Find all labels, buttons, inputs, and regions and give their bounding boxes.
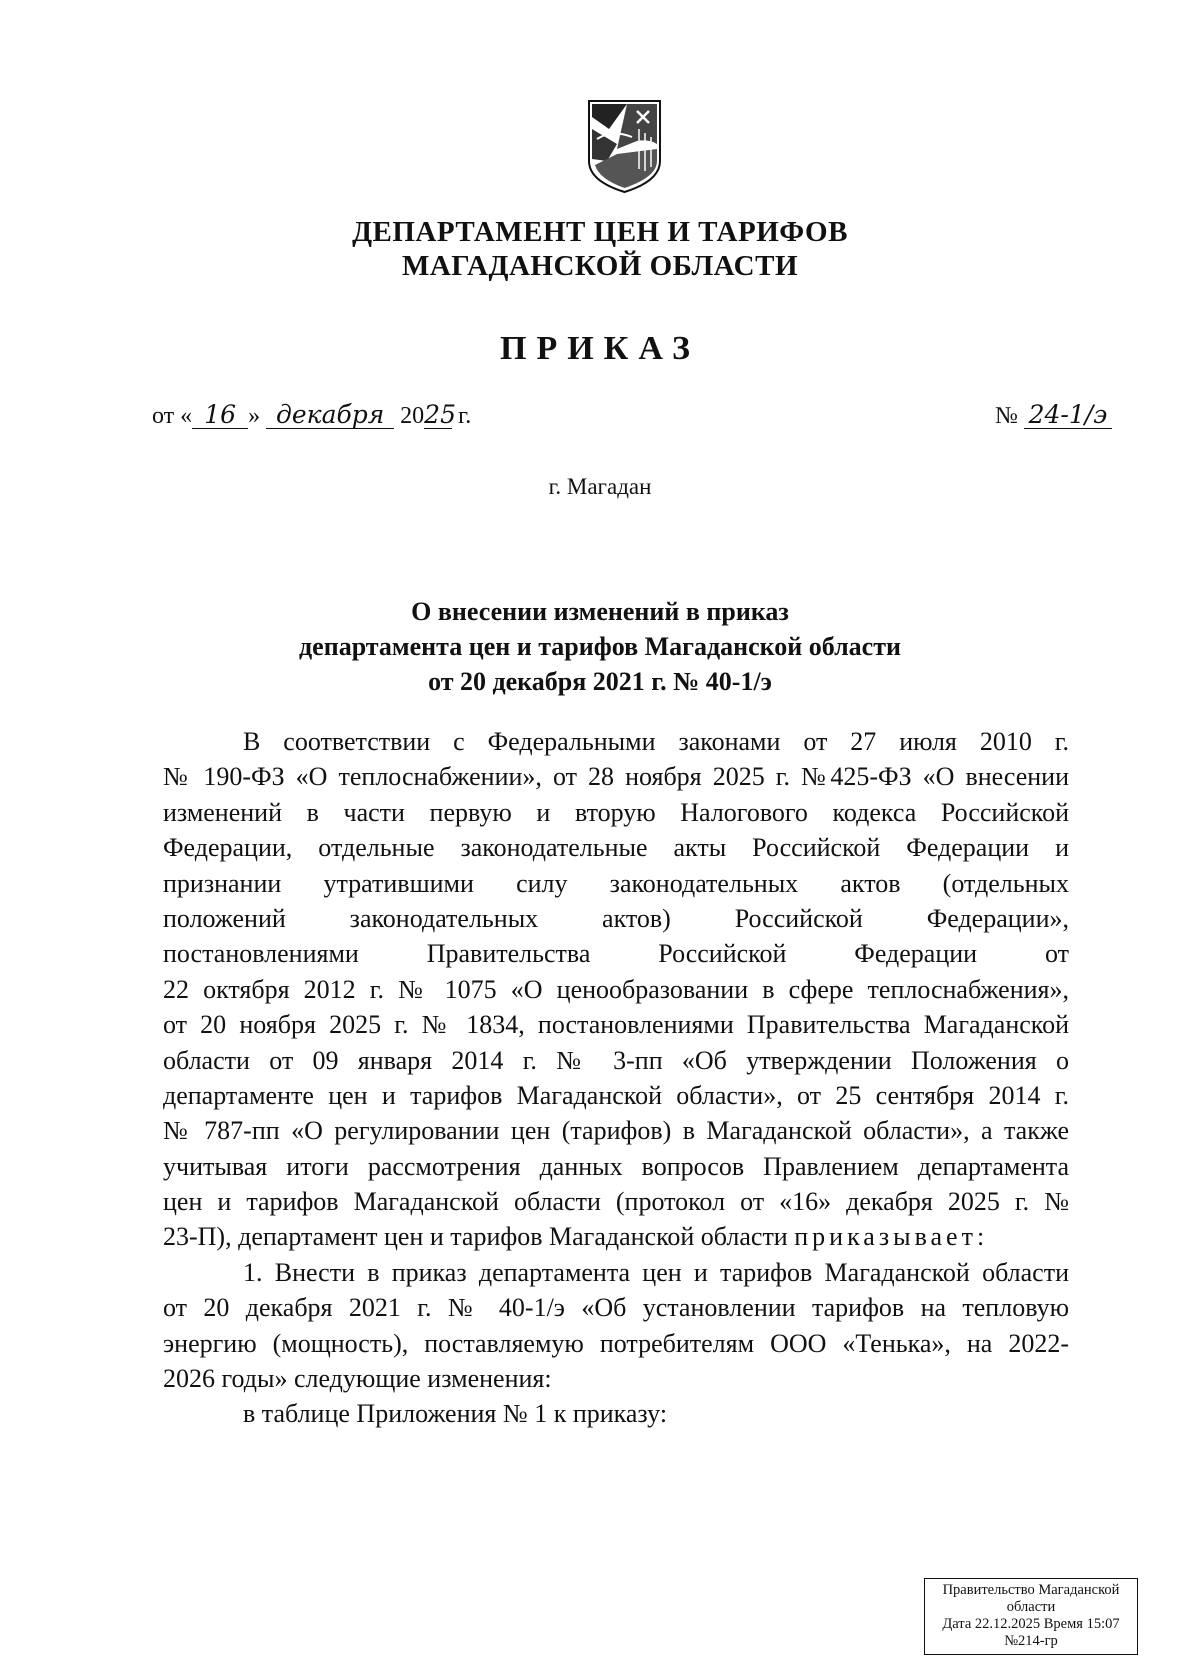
number-prefix: № [995,403,1018,429]
order-number-handwritten: 24-1/э [1024,402,1112,429]
document-title: ПРИКАЗ [500,330,700,367]
body-line: признании утратившими силу законодательных актов (отдельных [163,868,1069,898]
registration-stamp [924,1578,1138,1655]
stamp-line: №214-гр [1004,1633,1058,1649]
body-line: энергию (мощность), поставляемую потребителям ООО «Тенька», на 2022- [163,1328,1069,1358]
subject-line3: от 20 декабря 2021 г. № 40-1/э [428,667,772,696]
date-month-handwritten: декабря [266,402,394,429]
date-suffix: г. [458,403,472,429]
body-line: в таблице Приложения № 1 к приказу: [243,1399,668,1429]
body-line: 22 октября 2012 г. № 1075 «О ценообразовании в сфере теплоснабжения», [163,974,1069,1004]
stamp-line: Дата 22.12.2025 Время 15:07 [942,1616,1120,1632]
body-line: от 20 ноября 2025 г. № 1834, постановлениями Правительства Магаданской [163,1010,1069,1040]
stamp-line: Правительство Магаданской [942,1582,1120,1598]
date-day-handwritten: 16 [192,402,248,429]
body-line: области от 09 января 2014 г. № 3-пп «Об утверждении Положения о [163,1045,1069,1075]
coat-of-arms-emblem [587,99,662,194]
body-line: положений законодательных актов) Российской Федерации», [163,903,1069,933]
body-line: В соответствии с Федеральными законами от 27 июля 2010 г. [243,727,1069,756]
body-line: изменений в части первую и вторую Налогового кодекса Российской [163,797,1069,827]
date-mid: » [248,403,261,429]
order-number [995,402,1112,430]
order-date [152,402,471,430]
body-line: от 20 декабря 2021 г. № 40-1/э «Об установлении тарифов на тепловую [163,1293,1069,1323]
date-year-prefix: 20 [400,403,425,429]
body-line: 2026 годы» следующие изменения: [163,1364,552,1394]
body-line: 23-П), департамент цен и тарифов Магаданской области [163,1222,788,1252]
body-paragraph-1 [163,724,1069,1432]
city: г. Магадан [548,474,652,499]
body-line: департаменте цен и тарифов Магаданской области», от 25 сентября 2014 г. [163,1080,1069,1110]
order-action-word: приказывает: [794,1222,989,1252]
organization-name-line2: МАГАДАНСКОЙ ОБЛАСТИ [401,250,799,282]
body-line: постановлениями Правительства Российской Федерации от [163,939,1069,969]
body-line-last [163,1219,1069,1254]
date-prefix: от « [152,403,193,429]
body-line: № 190-ФЗ «О теплоснабжении», от 28 ноября 2025 г. №425-ФЗ «О внесении [163,762,1069,792]
subject-line2: департамента цен и тарифов Магаданской области [299,632,901,661]
body-line: Федерации, отдельные законодательные акты Российской Федерации и [163,833,1069,863]
body-line: учитывая итоги рассмотрения данных вопросов Правлением департамента [163,1151,1069,1181]
body-line: № 787-пп «О регулировании цен (тарифов) в Магаданской области», а также [163,1116,1069,1146]
stamp-line: области [1006,1599,1056,1615]
organization-name-line1: ДЕПАРТАМЕНТ ЦЕН И ТАРИФОВ [352,216,848,248]
subject-line1: О внесении изменений в приказ [411,597,789,626]
body-line: 1. Внести в приказ департамента цен и тарифов Магаданской области [243,1257,1069,1287]
body-line: цен и тарифов Магаданской области (протокол от «16» декабря 2025 г. № [163,1187,1069,1217]
date-year-handwritten: 25 [424,400,456,429]
